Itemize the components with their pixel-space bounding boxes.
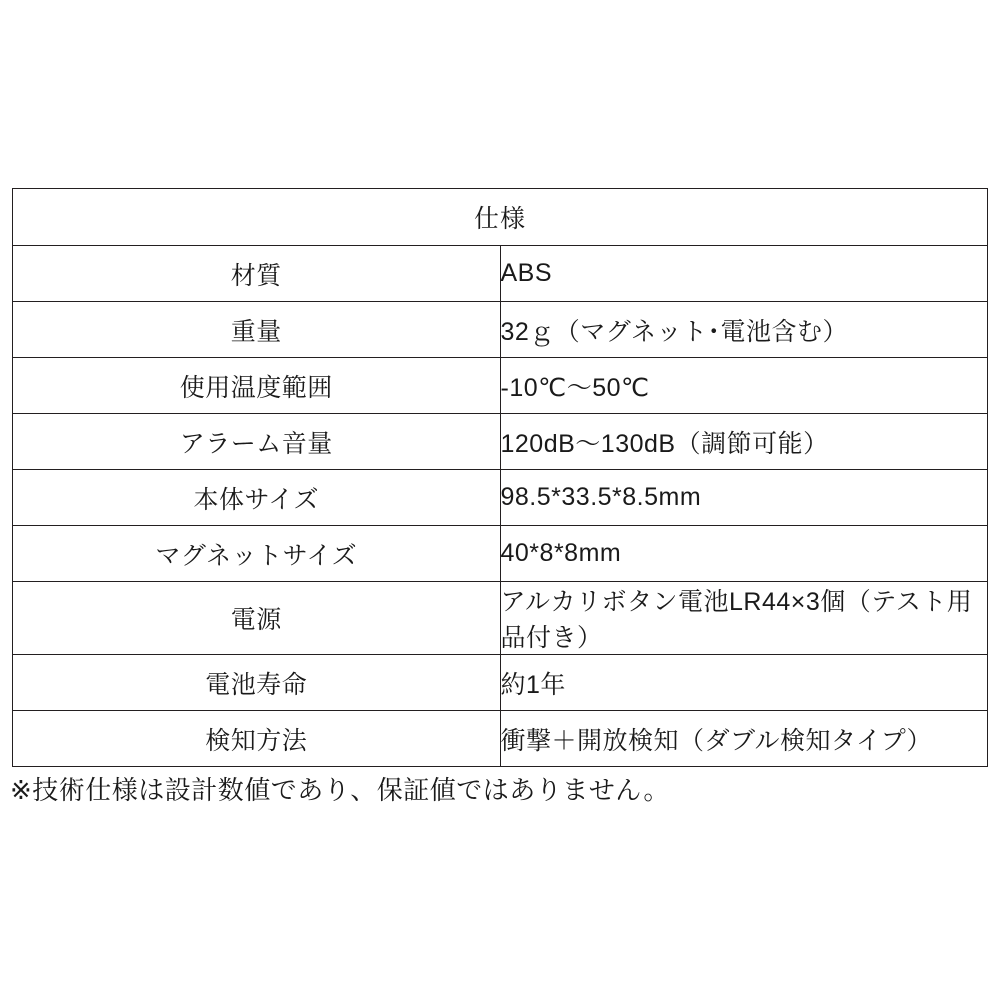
row-label: アラーム音量 [13,414,501,470]
row-label: 本体サイズ [13,470,501,526]
table-row [13,711,988,767]
row-value: 約1年 [500,655,988,711]
row-label: 重量 [13,302,501,358]
row-label: マグネットサイズ [13,526,501,582]
table-row [13,655,988,711]
row-label: 検知方法 [13,711,501,767]
row-value: 120dB〜130dB（調節可能） [500,414,988,470]
footnote-text: ※技術仕様は設計数値であり、保証値ではありません。 [10,775,670,805]
row-value: アルカリボタン電池LR44×3個（テスト用品付き） [500,582,988,655]
table-row [13,246,988,302]
table-title-cell: 仕様 [13,189,988,246]
row-value: ABS [500,246,988,302]
table-row [13,526,988,582]
table-row [13,358,988,414]
table-title-row [13,189,988,246]
row-label: 電池寿命 [13,655,501,711]
specification-table-container [12,188,988,767]
table-row [13,302,988,358]
specification-table [12,188,988,767]
row-value: 98.5*33.5*8.5mm [500,470,988,526]
row-value: 衝撃＋開放検知（ダブル検知タイプ） [500,711,988,767]
row-label: 使用温度範囲 [13,358,501,414]
row-value: -10℃〜50℃ [500,358,988,414]
specification-table-body [13,189,988,767]
table-row [13,582,988,655]
row-label: 電源 [13,582,501,655]
table-row [13,470,988,526]
row-value: 32ｇ（マグネット･電池含む） [500,302,988,358]
table-row [13,414,988,470]
row-value: 40*8*8mm [500,526,988,582]
row-label: 材質 [13,246,501,302]
